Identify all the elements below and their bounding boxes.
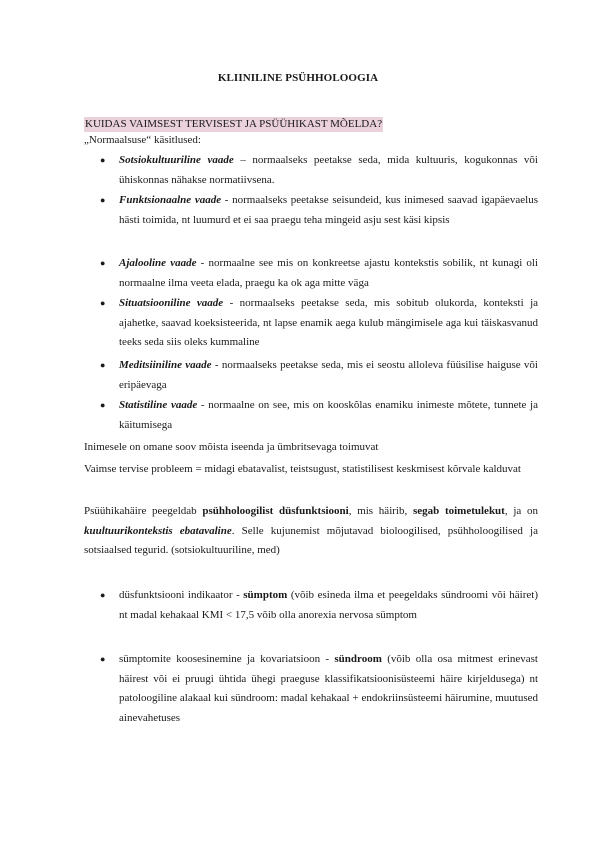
bullet-icon: ● xyxy=(100,360,106,370)
list-item xyxy=(84,396,538,435)
body-line: Inimesele on omane soov mõista iseenda ja ümbritsevaga toimuvat xyxy=(84,441,379,453)
bullet-icon: ● xyxy=(100,654,106,664)
bold-term: psühholoogilist düsfunktsiooni xyxy=(202,505,349,517)
view-term: Meditsiiniline vaade xyxy=(119,359,212,371)
body-paragraph xyxy=(84,502,538,561)
text-run: . Selle kujunemist mõjutavad bioloogilised, psühholoogilised ja sotsiaalsed tegurid. (sotsiokultuuriline, med) xyxy=(84,524,538,556)
list-item xyxy=(84,356,538,395)
text-run: (võib olla osa mitmest erinevast häirest või ei pruugi ühtida ühegi praeguse klassifikatsioonisüsteemi häire kirjeldusega) nt patoloogiline alakaal kui sündroom: madal kehakaal + endokriinsüsteemi häirumine, muutused ainevahetuses xyxy=(119,653,538,724)
bullet-icon: ● xyxy=(100,590,106,600)
bold-term: kuultuurikontekstis ebatavaline xyxy=(84,524,232,537)
page-title: KLIINILINE PSÜHHOLOOGIA xyxy=(217,72,379,84)
text-run: Psüühikahäire peegeldab xyxy=(84,505,203,517)
text-run: , ja on xyxy=(504,505,538,517)
view-text: - normaalne on see, mis on kooskõlas enamiku inimeste mõtete, tunnete ja käitumisega xyxy=(119,399,538,431)
bullet-icon: ● xyxy=(100,258,106,268)
list-item xyxy=(84,191,538,230)
list-item xyxy=(84,586,538,625)
list-item xyxy=(84,650,538,728)
view-text: - normaalseks peetakse seda, mis ei seostu alloleva füüsilise haiguse või eripäevaga xyxy=(119,359,538,391)
view-text: - normaalseks peetakse seda, mis sobitub olukorda, konteksti ja ajahetke, saavad koeksisteerida, nt lapse enamik aega kulub mängimisele aga kui täiskasvanud teeks seda siis oleks kummaline xyxy=(119,297,539,348)
view-text: – normaalseks peetakse seda, mida kultuuris, kogukonnas või ühiskonnas nähakse normatiivsena. xyxy=(119,154,538,186)
view-text: - normaalne see mis on konkreetse ajastu kontekstis sobilik, nt kunagi oli normaalne ilma veeta elada, praegu ka ok aga mitte väga xyxy=(119,257,539,289)
view-term: Ajalooline vaade xyxy=(119,257,197,269)
bullet-icon: ● xyxy=(100,400,106,410)
text-run: düsfunktsiooni indikaator - xyxy=(119,589,244,601)
view-term: Statistiline vaade xyxy=(119,399,198,411)
text-run: sümptomite koosesinemine ja kovariatsioon - xyxy=(119,653,335,665)
view-term: Situatsiooniline vaade xyxy=(119,297,224,309)
bullet-icon: ● xyxy=(100,195,106,205)
bold-term: sündroom xyxy=(334,653,382,665)
view-term: Funktsionaalne vaade xyxy=(119,194,222,206)
text-run: (võib esineda ilma et peegeldaks sündroomi või häiret) nt madal kehakaal KMI < 17,5 võib olla anorexia nervosa sümptom xyxy=(119,589,539,621)
list-item xyxy=(84,151,538,190)
text-run: , mis häirib, xyxy=(348,505,413,517)
bullet-icon: ● xyxy=(100,298,106,308)
bold-term: segab toimetulekut xyxy=(412,505,505,517)
section-heading: KUIDAS VAIMSEST TERVISEST JA PSÜÜHIKAST MÕELDA? xyxy=(85,118,383,130)
list-item xyxy=(84,254,538,293)
bold-term: sümptom xyxy=(243,589,288,601)
intro-line: „Normaalsuse“ käsitlused: xyxy=(84,134,201,146)
body-paragraph: Vaimse tervise probleem = midagi ebatavalist, teistsugust, statistilisest keskmisest kõrvale kalduvat xyxy=(84,463,521,475)
bullet-icon: ● xyxy=(100,155,106,165)
view-term: Sotsiokultuuriline vaade xyxy=(119,154,234,166)
list-item xyxy=(84,294,538,353)
view-text: - normaalseks peetakse seisundeid, kus inimesed saavad igapäevaelus hästi toimida, nt luumurd et ei saa praegu teha mingeid asju sest käsi kipsis xyxy=(119,194,538,226)
